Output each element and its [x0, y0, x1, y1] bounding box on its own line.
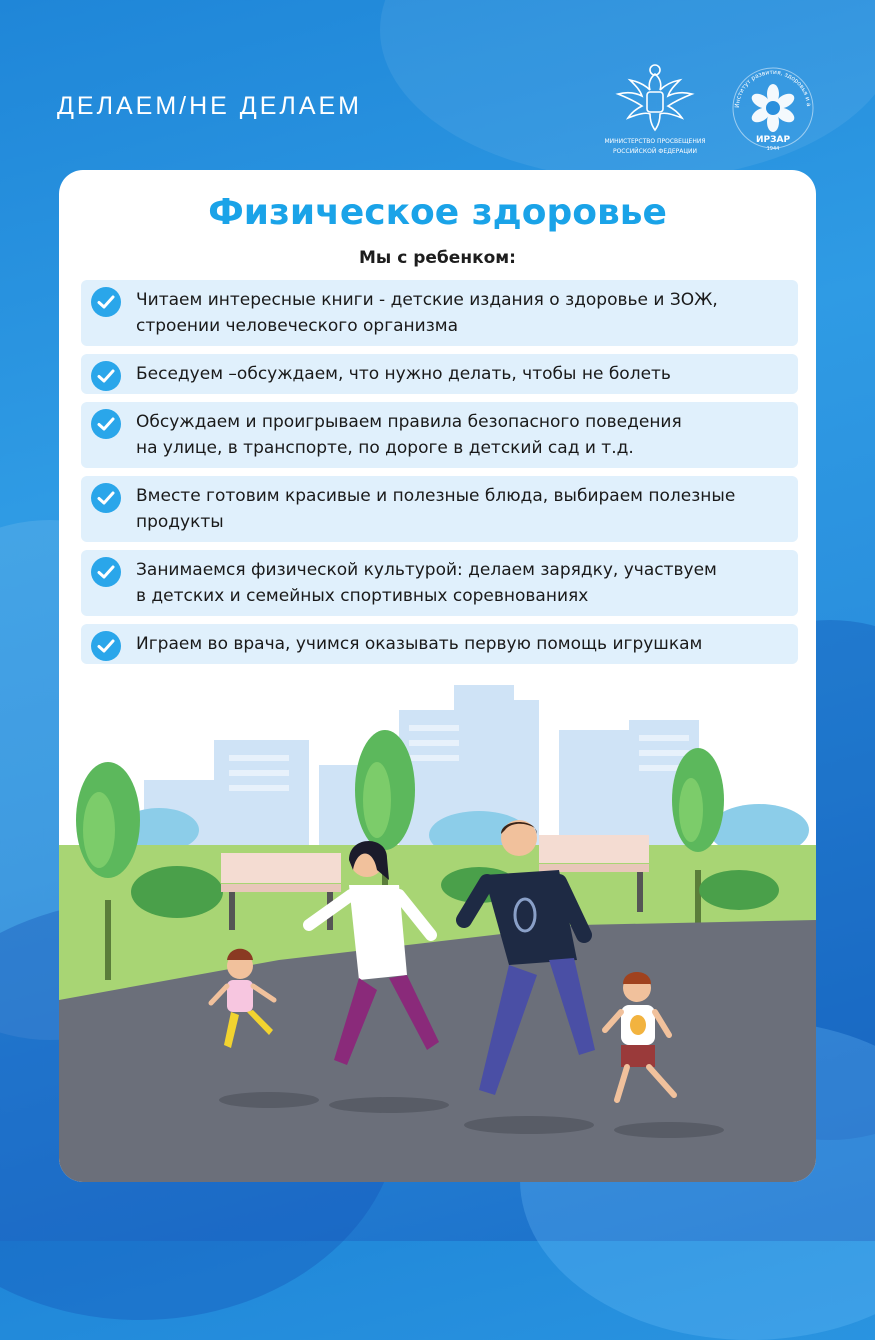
list-item-line1: Играем во врача, учимся оказывать первую помощь игрушкам [136, 634, 703, 654]
checklist [81, 280, 798, 672]
irzar-logo [725, 60, 821, 156]
city-skyline [144, 685, 699, 860]
check-circle-icon [91, 483, 121, 513]
flower-emblem-icon [725, 60, 821, 156]
check-circle-icon [91, 631, 121, 661]
ministry-logo [600, 60, 710, 156]
list-item-line1: Читаем интересные книги - детские издания о здоровье и ЗОЖ, [136, 290, 718, 310]
list-item-line2: строении человеческого организма [136, 316, 459, 336]
family-jogging-illustration [59, 670, 816, 1182]
eagle-emblem-icon [610, 60, 700, 132]
list-item-line1: Вместе готовим красивые и полезные блюда, выбираем полезные [136, 486, 736, 506]
irzar-arc-text: Институт развития, здоровья и а [733, 68, 813, 109]
list-item [81, 354, 798, 394]
ministry-caption-line1: МИНИСТЕРСТВО ПРОСВЕЩЕНИЯ [604, 138, 706, 145]
card-title: Физическое здоровье [208, 192, 667, 233]
list-item-line2: продукты [136, 512, 224, 532]
check-circle-icon [91, 287, 121, 317]
list-item-line2: на улице, в транспорте, по дороге в детский сад и т.д. [136, 438, 634, 458]
list-item-line1: Занимаемся физической культурой: делаем зарядку, участвуем [136, 560, 717, 580]
list-item [81, 280, 798, 346]
check-circle-icon [91, 557, 121, 587]
list-item [81, 550, 798, 616]
irzar-name: ИРЗАР [755, 135, 791, 145]
check-circle-icon [91, 361, 121, 391]
irzar-year: 1944 [766, 146, 780, 152]
list-item [81, 476, 798, 542]
page-header-title: ДЕЛАЕМ/НЕ ДЕЛАЕМ [57, 92, 362, 120]
content-card [59, 170, 816, 1182]
list-item-line2: в детских и семейных спортивных соревнованиях [136, 586, 589, 606]
list-item-line1: Обсуждаем и проигрываем правила безопасного поведения [136, 412, 682, 432]
list-item [81, 402, 798, 468]
list-item-line1: Беседуем –обсуждаем, что нужно делать, чтобы не болеть [136, 364, 671, 384]
ministry-caption-line2: РОССИЙСКОЙ ФЕДЕРАЦИИ [612, 148, 698, 155]
card-subtitle: Мы с ребенком: [359, 248, 516, 268]
check-circle-icon [91, 409, 121, 439]
list-item [81, 624, 798, 664]
